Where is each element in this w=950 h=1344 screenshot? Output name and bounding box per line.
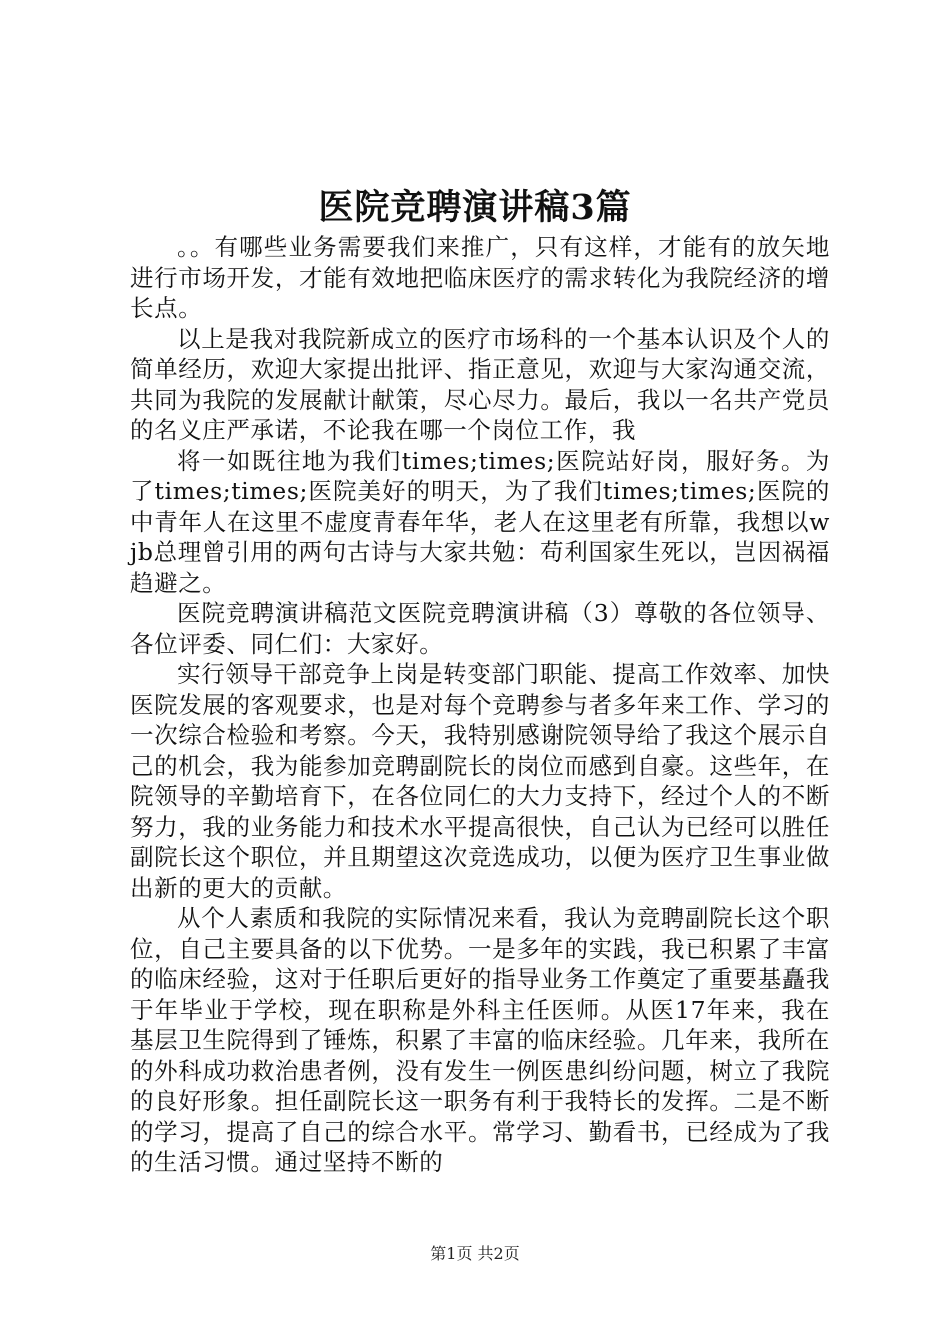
paragraph: 实行领导干部竞争上岗是转变部门职能、提高工作效率、加快医院发展的客观要求，也是对每个竞聘参与者多年来工作、学习的一次综合检验和考察。今天，我特别感谢院领导给了我这个展示自己的机会，我为能参加竞聘副院长的岗位而感到自豪。这些年，在院领导的辛勤培育下，在各位同仁的大力支持下，经过个人的不断努力，我的业务能力和技术水平提高很快，自己认为已经可以胜任副院长这个职位，并且期望这次竞选成功，以便为医疗卫生事业做出新的更大的贡献。 <box>130 660 830 902</box>
paragraph: 从个人素质和我院的实际情况来看，我认为竞聘副院长这个职位，自己主要具备的以下优势。一是多年的实践，我已积累了丰富的临床经验，这对于任职后更好的指导业务工作奠定了重要基矗我于年毕业于学校，现在职称是外科主任医师。从医17年来，我在基层卫生院得到了锤炼，积累了丰富的临床经验。几年来，我所在的外科成功救治患者例，没有发生一例医患纠纷问题，树立了我院的良好形象。担任副院长这一职务有利于我特长的发挥。二是不断的学习，提高了自己的综合水平。常学习、勤看书，已经成为了我的生活习惯。通过坚持不断的 <box>130 904 830 1176</box>
paragraph: 以上是我对我院新成立的医疗市场科的一个基本认识及个人的简单经历，欢迎大家提出批评、指正意见，欢迎与大家沟通交流，共同为我院的发展献计献策，尽心尽力。最后，我以一名共产党员的名义庄严承诺，不论我在哪一个岗位工作，我 <box>130 324 830 444</box>
page-footer: 第1页 共2页 <box>430 1244 520 1263</box>
document-body <box>130 232 830 1178</box>
paragraph: 将一如既往地为我们times;times;医院站好岗，服好务。为了times;times;医院美好的明天，为了我们times;times;医院的中青年人在这里不虚度青春年华，老人在这里老有所靠，我想以wjb总理曾引用的两句古诗与大家共勉：苟利国家生死以，岂因祸福趋避之。 <box>130 446 830 597</box>
paragraph: 。。有哪些业务需要我们来推广，只有这样，才能有的放矢地进行市场开发，才能有效地把临床医疗的需求转化为我院经济的增长点。 <box>130 233 830 322</box>
paragraph: 医院竞聘演讲稿范文医院竞聘演讲稿（3）尊敬的各位领导、各位评委、同仁们：大家好。 <box>130 599 830 658</box>
document-title: 医院竞聘演讲稿3篇 <box>318 187 632 228</box>
